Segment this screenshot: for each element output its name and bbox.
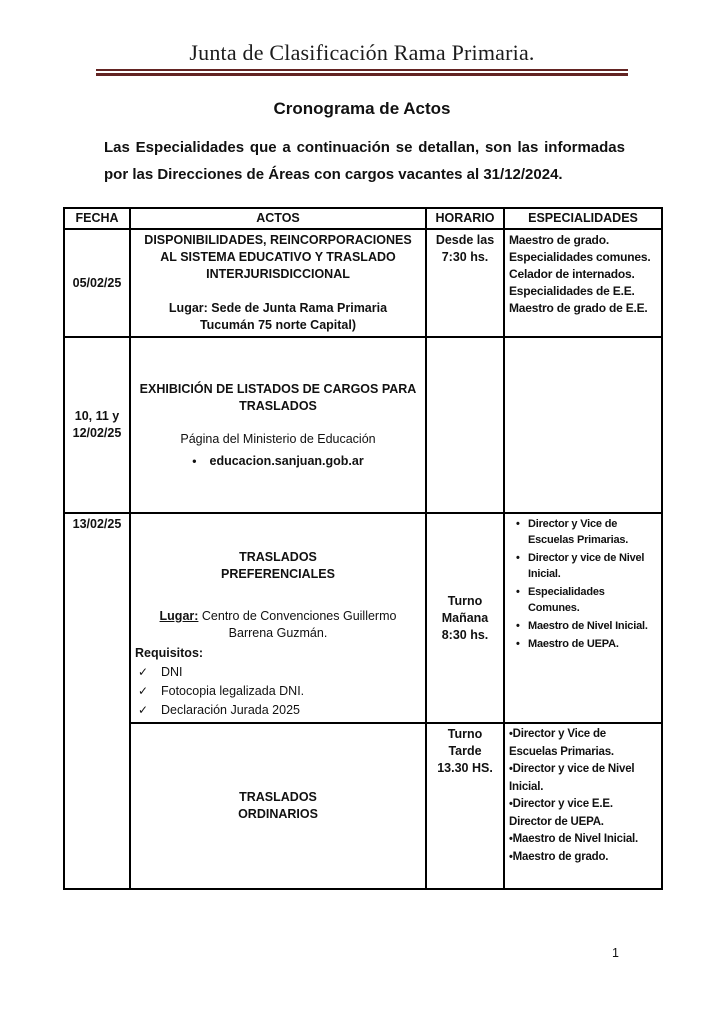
fecha-cell: 13/02/25: [64, 513, 130, 889]
acto-title: DISPONIBILIDADES, REINCORPORACIONES AL SISTEMA EDUCATIVO Y TRASLADO INTERJURISDICCIONAL: [144, 233, 412, 281]
location-line: Tucumán 75 norte Capital): [199, 318, 357, 332]
especialidad-item: • Especialidades Comunes.: [509, 584, 657, 616]
bullet-icon: •: [516, 638, 520, 650]
especialidad-item: •Director y Vice de Escuelas Primarias.: [509, 728, 614, 758]
especialidad-item: • Director y vice de Nivel Inicial.: [509, 550, 657, 582]
especialidades-cell: [504, 723, 662, 889]
check-icon: ✓: [138, 665, 149, 679]
horario-line: 13.30 HS.: [437, 761, 493, 775]
especialidades-cell: [504, 337, 662, 513]
horario-line: Turno: [447, 593, 483, 608]
col-header-actos: ACTOS: [130, 208, 426, 229]
table-row-1: [64, 229, 662, 337]
bullet-icon: •: [509, 850, 513, 863]
col-header-especialidades: ESPECIALIDADES: [504, 208, 662, 229]
horario-cell: [426, 723, 504, 889]
bullet-icon: •: [509, 728, 513, 740]
website-text: educacion.sanjuan.gob.ar: [209, 453, 364, 468]
fecha-cell: [64, 337, 130, 513]
fecha-line: 10, 11 y: [74, 409, 120, 423]
requisitos-list: [135, 663, 421, 720]
especialidad-item: Maestro de grado.: [509, 233, 609, 247]
acto-website-line: [135, 453, 421, 470]
requisito-item: ✓ DNI: [135, 663, 421, 682]
horario-line: Desde las: [435, 233, 495, 247]
title-divider: [96, 69, 628, 76]
fecha-cell: 05/02/25: [64, 229, 130, 337]
acto-title: TRASLADOS: [239, 790, 317, 804]
location-line: Lugar: Sede de Junta Rama Primaria: [168, 301, 388, 315]
section-title: Cronograma de Actos: [273, 99, 451, 118]
requisitos-label: Requisitos:: [135, 646, 204, 660]
bullet-icon: •: [192, 453, 197, 468]
actos-cell: [130, 723, 426, 889]
horario-line: Turno: [447, 727, 483, 741]
acto-location: [135, 300, 421, 334]
bullet-icon: •: [509, 798, 513, 810]
acto-location: [143, 608, 413, 642]
check-icon: ✓: [138, 684, 149, 698]
horario-line: Tarde: [448, 744, 482, 758]
requisito-item: ✓ Declaración Jurada 2025: [135, 701, 421, 720]
especialidades-cell: [504, 229, 662, 337]
col-header-horario: HORARIO: [426, 208, 504, 229]
especialidad-item: • Maestro de Nivel Inicial.: [509, 618, 657, 634]
schedule-table: [63, 207, 663, 890]
especialidad-item: •Maestro de Nivel Inicial.: [509, 833, 639, 845]
intro-paragraph: Las Especialidades que a continuación se detallan, son las informadas por las Direcciones de Áreas con cargos vacantes al 31/12/2024.: [104, 139, 625, 183]
bullet-icon: •: [516, 518, 520, 530]
horario-line: Mañana: [441, 610, 489, 625]
horario-line: 8:30 hs.: [441, 627, 489, 642]
especialidad-item: Especialidades comunes.: [509, 250, 651, 264]
bullet-icon: •: [516, 586, 520, 598]
actos-cell: [130, 337, 426, 513]
page-number: 1: [612, 946, 619, 960]
table-row-3: [64, 513, 662, 723]
especialidad-item: •Director y vice de Nivel Inicial.: [509, 763, 635, 793]
location-text: Centro de Convenciones Guillermo Barrena Guzmán.: [201, 609, 397, 640]
especialidad-item: Maestro de grado de E.E.: [509, 301, 648, 315]
table-header-row: [64, 208, 662, 229]
horario-cell: [426, 337, 504, 513]
acto-title: ORDINARIOS: [238, 807, 318, 821]
col-header-fecha: FECHA: [64, 208, 130, 229]
bullet-icon: •: [509, 833, 513, 845]
horario-cell: [426, 513, 504, 723]
bullet-icon: •: [516, 620, 520, 632]
especialidad-item: •Director y vice E.E. Director de UEPA.: [509, 798, 613, 828]
fecha-line: 12/02/25: [72, 426, 122, 440]
table-row-2: [64, 337, 662, 513]
page-title: Junta de Clasificación Rama Primaria.: [189, 40, 535, 65]
acto-title: EXHIBICIÓN DE LISTADOS DE CARGOS PARA TRASLADOS: [139, 381, 417, 413]
bullet-icon: •: [516, 552, 520, 564]
horario-line: 7:30 hs.: [441, 250, 489, 264]
bullet-icon: •: [509, 763, 513, 775]
requisito-item: ✓ Fotocopia legalizada DNI.: [135, 682, 421, 701]
actos-cell: [130, 513, 426, 723]
location-label: Lugar:: [159, 609, 199, 623]
especialidades-cell: [504, 513, 662, 723]
especialidad-item: Celador de internados.: [509, 267, 635, 281]
table-row-4: [64, 723, 662, 889]
check-icon: ✓: [138, 703, 149, 717]
especialidad-item: • Director y Vice de Escuelas Primarias.: [509, 516, 657, 548]
especialidad-item: •Maestro de grado.: [509, 850, 609, 863]
divider-thick-line: [96, 73, 628, 76]
acto-subtitle: Página del Ministerio de Educación: [180, 431, 376, 446]
actos-cell: [130, 229, 426, 337]
acto-title: TRASLADOS PREFERENCIALES: [221, 550, 335, 581]
especialidad-item: Especialidades de E.E.: [509, 284, 635, 298]
especialidad-item: • Maestro de UEPA.: [509, 636, 657, 652]
horario-cell: [426, 229, 504, 337]
